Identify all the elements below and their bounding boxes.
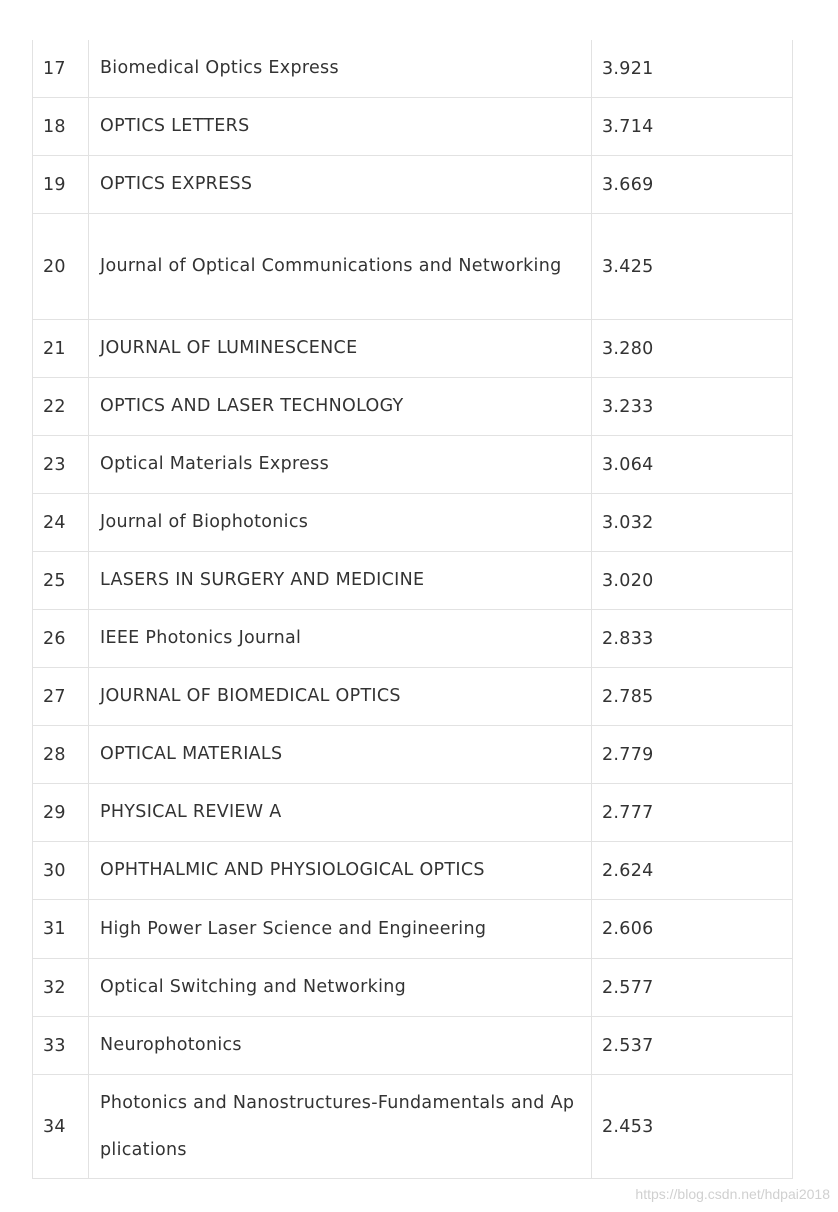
impact-cell: 2.577 [591,959,793,1016]
journal-cell: OPTICAL MATERIALS [88,726,591,783]
rank-cell: 25 [32,552,88,609]
impact-cell: 3.921 [591,40,793,97]
journal-cell: Biomedical Optics Express [88,40,591,97]
impact-cell: 2.833 [591,610,793,667]
rank-cell: 24 [32,494,88,551]
table-row [32,610,793,668]
journal-cell: Optical Materials Express [88,436,591,493]
journal-cell: LASERS IN SURGERY AND MEDICINE [88,552,591,609]
table-row [32,784,793,842]
rank-cell: 32 [32,959,88,1016]
rank-cell: 28 [32,726,88,783]
journal-cell: OPTICS EXPRESS [88,156,591,213]
journal-cell: IEEE Photonics Journal [88,610,591,667]
table-row [32,900,793,959]
rank-cell: 34 [32,1075,88,1178]
table-row [32,1017,793,1075]
rank-cell: 20 [32,214,88,319]
table-row [32,40,793,98]
journal-cell: PHYSICAL REVIEW A [88,784,591,841]
rank-cell: 33 [32,1017,88,1074]
table-row [32,98,793,156]
table-row [32,1075,793,1179]
rank-cell: 17 [32,40,88,97]
rank-cell: 27 [32,668,88,725]
rank-cell: 30 [32,842,88,899]
rank-cell: 18 [32,98,88,155]
impact-cell: 3.669 [591,156,793,213]
journal-table [32,40,793,1179]
impact-cell: 2.606 [591,900,793,958]
impact-cell: 3.425 [591,214,793,319]
impact-cell: 2.779 [591,726,793,783]
rank-cell: 29 [32,784,88,841]
journal-cell: OPTICS LETTERS [88,98,591,155]
table-row [32,378,793,436]
impact-cell: 3.064 [591,436,793,493]
journal-cell: Journal of Optical Communications and Networking [88,214,591,319]
journal-cell: OPHTHALMIC AND PHYSIOLOGICAL OPTICS [88,842,591,899]
impact-cell: 2.624 [591,842,793,899]
rank-cell: 26 [32,610,88,667]
impact-cell: 3.714 [591,98,793,155]
table-row [32,320,793,378]
rank-cell: 31 [32,900,88,958]
journal-cell: High Power Laser Science and Engineering [88,900,591,958]
impact-cell: 2.777 [591,784,793,841]
table-row [32,436,793,494]
journal-cell: Optical Switching and Networking [88,959,591,1016]
impact-cell: 3.233 [591,378,793,435]
table-row [32,959,793,1017]
table-row [32,156,793,214]
journal-cell: Photonics and Nanostructures-Fundamentals and Applications [88,1075,591,1178]
rank-cell: 19 [32,156,88,213]
rank-cell: 21 [32,320,88,377]
impact-cell: 3.020 [591,552,793,609]
impact-cell: 3.280 [591,320,793,377]
watermark: https://blog.csdn.net/hdpai2018 [635,1186,830,1202]
journal-cell: JOURNAL OF LUMINESCENCE [88,320,591,377]
table-row [32,726,793,784]
journal-cell: Neurophotonics [88,1017,591,1074]
impact-cell: 2.785 [591,668,793,725]
impact-cell: 3.032 [591,494,793,551]
rank-cell: 22 [32,378,88,435]
rank-cell: 23 [32,436,88,493]
impact-cell: 2.453 [591,1075,793,1178]
journal-cell: OPTICS AND LASER TECHNOLOGY [88,378,591,435]
table-row [32,552,793,610]
journal-cell: JOURNAL OF BIOMEDICAL OPTICS [88,668,591,725]
table-row [32,494,793,552]
table-row [32,668,793,726]
journal-cell: Journal of Biophotonics [88,494,591,551]
table-row [32,842,793,900]
impact-cell: 2.537 [591,1017,793,1074]
table-row [32,214,793,320]
